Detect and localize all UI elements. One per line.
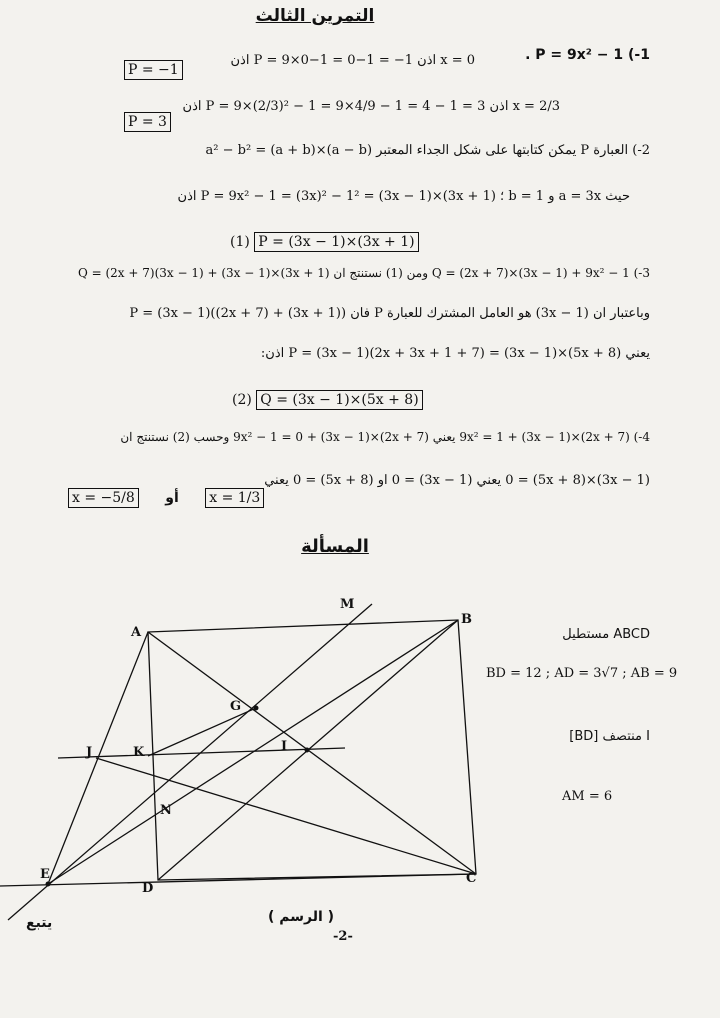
line-kg xyxy=(148,708,256,756)
point-i xyxy=(305,748,310,753)
fact-midpoint: I منتصف [BD] xyxy=(569,729,650,744)
continue-note: يتبع xyxy=(26,915,53,931)
part4-line2: (3x − 1)×(5x + 8) = 0 يعني (3x − 1) = 0 او (5x + 8) = 0 يعني xyxy=(264,473,650,488)
label-a: A xyxy=(131,625,142,640)
page-number: -2- xyxy=(333,929,353,944)
part4-line1: 4-) (2x + 7)×(3x − 1) + 9x² = 1 يعني (2x + 7)×(3x − 1) + 9x² − 1 = 0 وحسب (2) نستنتج ان xyxy=(120,430,650,444)
result-x1: x = 1/3 xyxy=(205,488,264,508)
part1-expression: P = 9x² − 1 . xyxy=(525,47,624,63)
point-e xyxy=(46,882,51,887)
part2-line2: حيث a = 3x و b = 1 ؛ P = 9x² − 1 = (3x)² − 1² = (3x − 1)×(3x + 1) اذن xyxy=(177,189,630,204)
label-n: N xyxy=(160,803,172,818)
label-d: D xyxy=(142,881,154,896)
part1-result-b: P = 3 xyxy=(124,112,171,132)
part1-result-a: P = −1 xyxy=(124,60,183,80)
part1-case-b: x = 2/3 اذن P = 9×(2/3)² − 1 = 9×4/9 − 1 = 4 − 1 = 3 اذن xyxy=(182,99,560,114)
part2-result: (1) P = (3x − 1)×(3x + 1) xyxy=(230,232,419,252)
rectangle-abcd xyxy=(148,620,476,880)
or-word: أو xyxy=(165,490,179,506)
label-b: B xyxy=(461,612,472,627)
fact-lengths: BD = 12 ; AD = 3√7 ; AB = 9 xyxy=(486,666,678,681)
line-eb xyxy=(48,620,458,884)
part1-case-a: x = 0 اذن P = 9×0−1 = 0−1 = −1 اذن xyxy=(230,53,475,68)
fact-am: AM = 6 xyxy=(562,789,613,804)
part1-number: 1-) xyxy=(628,47,650,63)
label-c: C xyxy=(466,871,477,886)
part2-line1: 2-) العبارة P يمكن كتابتها على شكل الجداء المعتبر (a − b)×(a + b) = a² − b² xyxy=(205,143,650,158)
point-g xyxy=(254,706,259,711)
label-e: E xyxy=(40,867,50,882)
problem-title: المسألة xyxy=(301,536,369,557)
part3-result: (2) Q = (3x − 1)×(5x + 8) xyxy=(232,390,423,410)
exercise-title: التمرين الثالث xyxy=(255,6,375,26)
line-ed xyxy=(0,874,476,886)
part3-line1: 3-) Q = (2x + 7)×(3x − 1) + 9x² − 1 ومن (1) نستنتج ان Q = (2x + 7)(3x − 1) + (3x − 1)×(3x + 1) xyxy=(77,266,650,280)
result-x2: x = −5/8 xyxy=(68,488,139,508)
part3-line3: يعني P = (3x − 1)(2x + 3x + 1 + 7) = (3x − 1)×(5x + 8) اذن: xyxy=(260,346,650,361)
label-j: J xyxy=(86,745,93,760)
label-g: G xyxy=(230,699,242,714)
line-em xyxy=(8,604,372,920)
label-i: I xyxy=(281,739,288,754)
label-m: M xyxy=(340,597,355,612)
fact-rectangle: ABCD مستطيل xyxy=(562,627,650,642)
label-k: K xyxy=(133,745,145,760)
part3-line2: وباعتبار ان (3x − 1) هو العامل المشترك للعبارة P فان P = (3x − 1)((2x + 7) + (3x + 1)) xyxy=(129,306,650,321)
figure-caption: ( الرسم ) xyxy=(268,909,335,925)
